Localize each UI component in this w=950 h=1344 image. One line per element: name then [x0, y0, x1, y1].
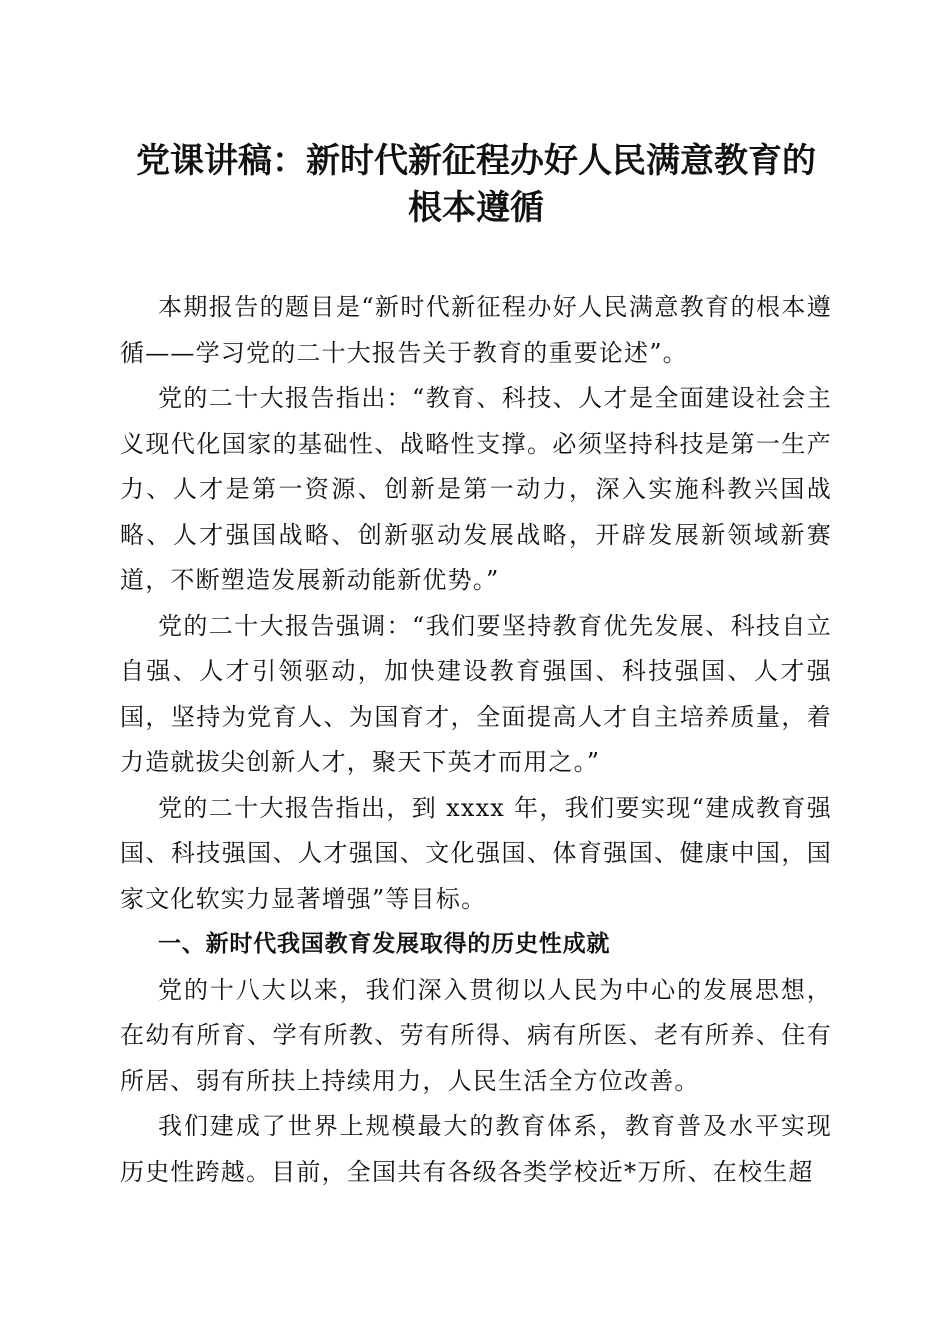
paragraph-intro: 本期报告的题目是“新时代新征程办好人民满意教育的根本遵循——学习党的二十大报告关于教育的重要论述”。 [120, 293, 832, 367]
paragraph-achievements: 党的十八大以来，我们深入贯彻以人民为中心的发展思想，在幼有所育、学有所教、劳有所得、病有所医、老有所养、住有所居、弱有所扶上持续用力，人民生活全方位改善。 [120, 975, 832, 1095]
title-line-1: 党课讲稿：新时代新征程办好人民满意教育的 [136, 141, 816, 181]
section-heading-1: 一、新时代我国教育发展取得的历史性成就 [158, 931, 611, 957]
paragraph-report-quote-2: 党的二十大报告强调：“我们要坚持教育优先发展、科技自立自强、人才引领驱动，加快建设教育强国、科技强国、人才强国，坚持为党育人、为国育才，全面提高人才自主培养质量，着力造就拔尖创新人才，聚天下英才而用之。” [120, 611, 832, 776]
document-body [120, 285, 832, 1195]
title-line-2: 根本遵循 [408, 188, 544, 228]
paragraph-goals: 党的二十大报告指出，到 xxxx 年，我们要实现“建成教育强国、科技强国、人才强国、文化强国、体育强国、健康中国，国家文化软实力显著增强”等目标。 [120, 793, 832, 913]
paragraph-education-system: 我们建成了世界上规模最大的教育体系，教育普及水平实现历史性跨越。目前，全国共有各级各类学校近*万所、在校生超 [120, 1112, 832, 1186]
document-title [120, 138, 832, 232]
paragraph-report-quote-1: 党的二十大报告指出：“教育、科技、人才是全面建设社会主义现代化国家的基础性、战略性支撑。必须坚持科技是第一生产力、人才是第一资源、创新是第一动力，深入实施科教兴国战略、人才强国战略、创新驱动发展战略，开辟发展新领域新赛道，不断塑造发展新动能新优势。” [120, 384, 832, 594]
